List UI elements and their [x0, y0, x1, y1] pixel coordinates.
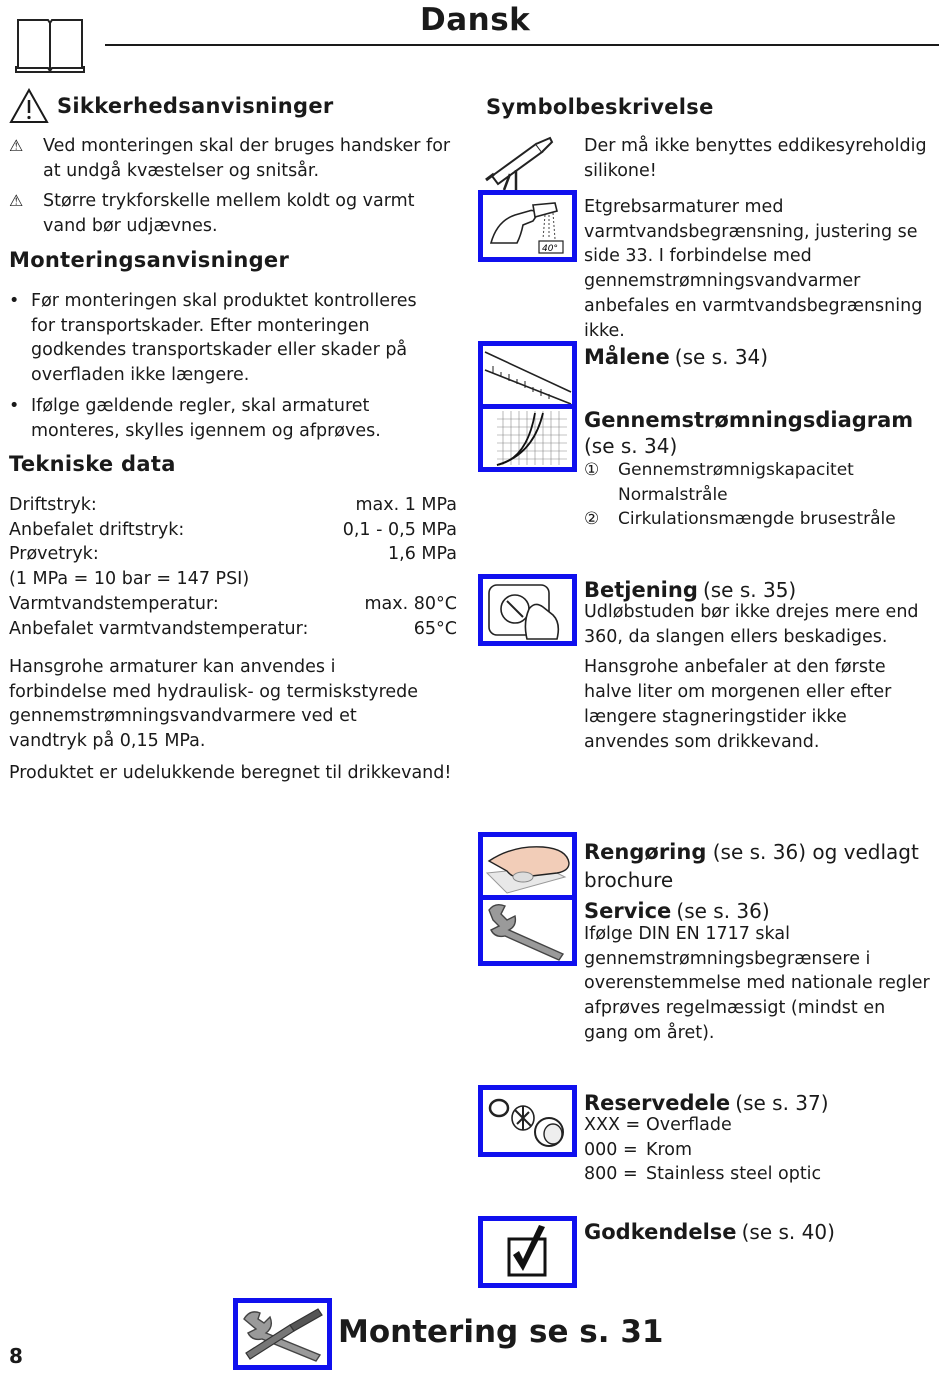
warning-icon [9, 88, 49, 124]
ruler-icon [478, 341, 577, 409]
temp-limit-text: Etgrebsarmaturer med varmtvandsbegrænsning, justering se side 33. I forbindelse med gennemstrømningsvandvarmer anbefales en varmtvandsbegrænsning ikke. [584, 197, 923, 341]
list-item: ⚠ Større trykforskelle mellem koldt og varmt vand bør udjævnes. [9, 189, 457, 238]
technical-heading: Tekniske data [9, 452, 176, 476]
symbols-heading: Symbolbeskrivelse [486, 95, 714, 119]
flow-diagram-entry: Gennemstrømningsdiagram (se s. 34) ① Gennemstrømnigskapacitet Normalstråle ② Cirkulationsmængde brusestråle [584, 408, 914, 530]
table-row: (1 MPa = 10 bar = 147 PSI) [9, 569, 250, 590]
table-row: Anbefalet driftstryk: 0,1 - 0,5 MPa [9, 519, 457, 540]
spare-parts-entry: Reservedele (se s. 37) XXX = Overflade 000 = Krom 800 = Stainless steel optic [584, 1091, 934, 1187]
page-title: Dansk [420, 2, 531, 38]
mounting-heading: Monteringsanvisninger [9, 248, 290, 272]
approval-entry: Godkendelse (se s. 40) [584, 1220, 835, 1244]
book-icon [14, 16, 86, 78]
list-item: 800 = Stainless steel optic [584, 1164, 822, 1185]
silicone-gun-icon [482, 134, 558, 196]
page-number: 8 [9, 1344, 23, 1368]
wrench-icon [478, 895, 577, 966]
drinking-water-note: Produktet er udelukkende beregnet til drikkevand! [9, 763, 452, 783]
cleaning-entry: Rengøring (se s. 36) og vedlagt brochure [584, 840, 919, 892]
table-row: Anbefalet varmtvandstemperatur: 65°C [9, 618, 457, 639]
operation-entry: Betjening (se s. 35) Udløbstuden bør ikke drejes mere end 360, da slangen ellers beskadiges. Hansgrohe anbefaler at den første halve liter om morgenen eller efter længere stagneringstider ikke anvendes som drikkevand. [584, 578, 919, 752]
safety-heading: Sikkerhedsanvisninger [57, 94, 334, 118]
table-row: Varmtvandstemperatur: max. 80°C [9, 593, 457, 614]
mounting-reference: Montering se s. 31 [338, 1314, 664, 1350]
table-row: Driftstryk: max. 1 MPa [9, 495, 457, 515]
cleaning-hand-icon [478, 832, 577, 900]
checkmark-icon [478, 1216, 577, 1288]
table-row: Prøvetryk: 1,6 MPa [9, 544, 457, 565]
list-item: • Ifølge gældende regler, skal armaturet monteres, skylles igennem og afprøves. [9, 395, 381, 441]
technical-note: Hansgrohe armaturer kan anvendes i forbindelse med hydraulisk- og termiskstyrede gennemstrømningsvandvarmere ved et vandtryk på 0,15 MPa. [9, 657, 419, 752]
hand-handle-icon [478, 574, 577, 646]
service-entry: Service (se s. 36) Ifølge DIN EN 1717 skal gennemstrømningsbegrænsere i overenstemmelse med nationale regler afprøves regelmæssigt (mindst en gang om året). [584, 899, 930, 1043]
svg-text:40°: 40° [542, 244, 558, 254]
tools-icon [233, 1298, 332, 1370]
technical-table [9, 493, 457, 641]
flow-chart-icon [478, 404, 577, 472]
dimensions-entry: Målene (se s. 34) [584, 345, 769, 369]
list-item: ⚠ Ved monteringen skal der bruges handsker for at undgå kvæstelser og snitsår. [9, 134, 457, 183]
header-rule [105, 44, 939, 46]
hand-thermometer-icon [478, 190, 577, 262]
warning-icon: ⚠ [9, 191, 24, 211]
list-item: 000 = Krom [584, 1139, 693, 1160]
list-item: XXX = Overflade [584, 1115, 732, 1135]
safety-section [9, 88, 457, 239]
list-item: • Før monteringen skal produktet kontrolleres for transportskader. Efter monteringen godkendes transportskader eller skader på overfladen ikke længere. [9, 291, 417, 386]
warning-icon: ⚠ [9, 136, 24, 155]
mounting-list [9, 289, 429, 443]
silicone-text: Der må ikke benyttes eddikesyreholdig silikone! [584, 136, 927, 181]
spare-parts-icon [478, 1085, 577, 1157]
